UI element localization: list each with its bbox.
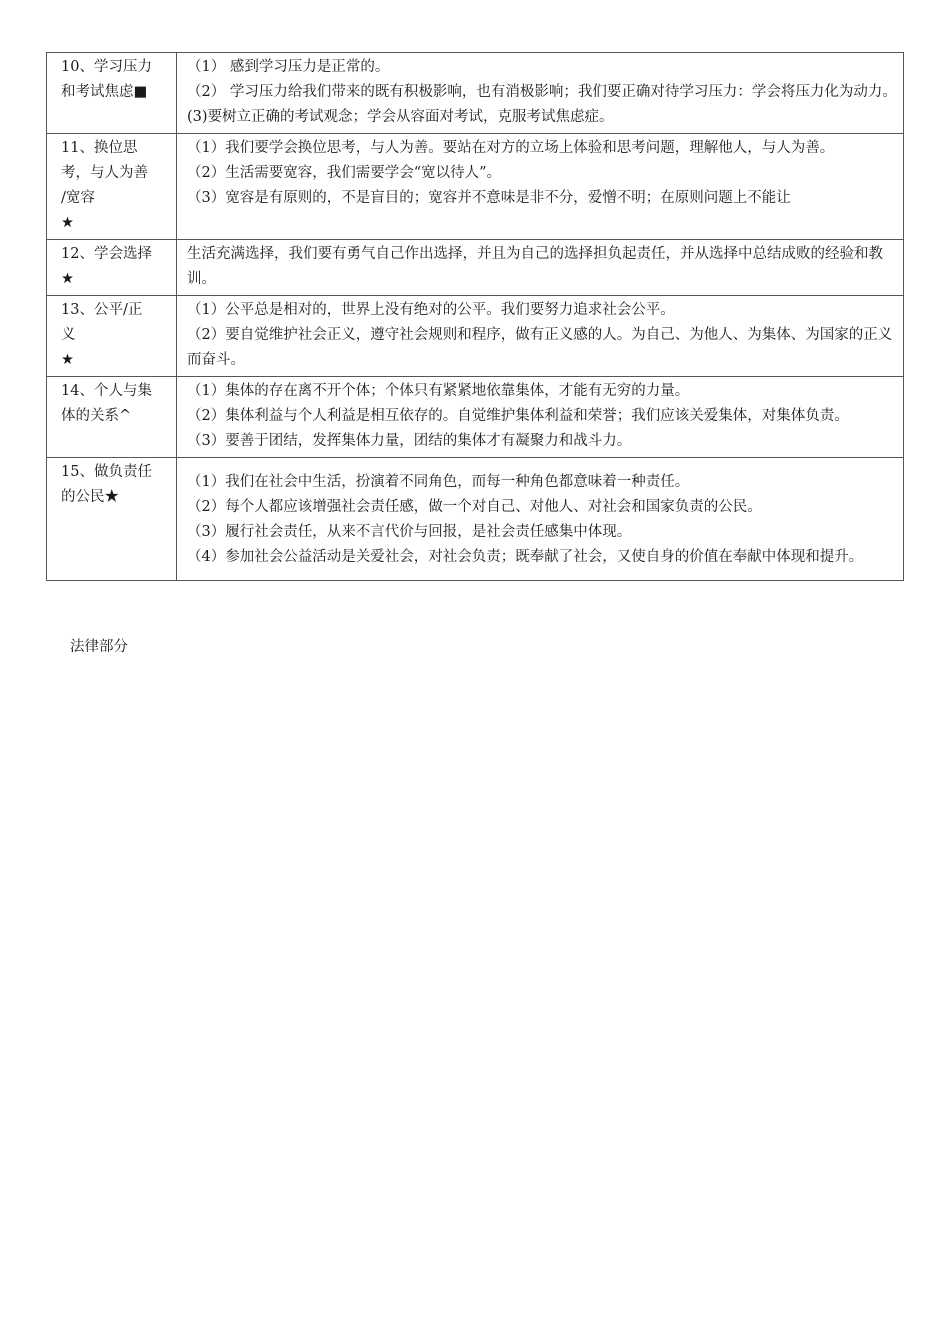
content-cell (177, 53, 904, 134)
content-paragraph: （4）参加社会公益活动是关爱社会，对社会负责；既奉献了社会，又使自身的价值在奉献中体现和提升。 (187, 549, 864, 565)
content-cell (177, 377, 904, 458)
topic-cell (47, 134, 177, 240)
table-row (47, 458, 904, 581)
content-cell (177, 240, 904, 296)
topic-line: 体的关系^ (61, 408, 132, 424)
topic-line: /宽容 (61, 190, 95, 206)
content-paragraph: （1）我们在社会中生活，扮演着不同角色，而每一种角色都意味着一种责任。 (187, 474, 690, 490)
content-paragraph: 生活充满选择，我们要有勇气自己作出选择，并且为自己的选择担负起责任，并从选择中总结成败的经验和教训。 (187, 246, 883, 287)
topic-line: 的公民★ (61, 489, 119, 505)
content-paragraph: （1）集体的存在离不开个体；个体只有紧紧地依靠集体，才能有无穷的力量。 (187, 383, 690, 399)
content-paragraph: （3）要善于团结，发挥集体力量，团结的集体才有凝聚力和战斗力。 (187, 433, 632, 449)
content-cell (177, 458, 904, 581)
topic-line: ★ (61, 215, 74, 231)
topic-line: ★ (61, 271, 74, 287)
content-paragraph: （2）集体利益与个人利益是相互依存的。自觉维护集体利益和荣誉；我们应该关爱集体，对集体负责。 (187, 408, 849, 424)
topic-line: 和考试焦虑■ (61, 84, 148, 100)
content-cell (177, 296, 904, 377)
knowledge-table (46, 52, 904, 581)
table-row (47, 296, 904, 377)
table-row (47, 134, 904, 240)
content-cell (177, 134, 904, 240)
topic-line: 考，与人为善 (61, 165, 148, 181)
topic-cell (47, 240, 177, 296)
content-paragraph: （3）宽容是有原则的，不是盲目的；宽容并不意味是非不分，爱憎不明；在原则问题上不能让 (187, 190, 791, 206)
topic-line: 12、学会选择 (61, 246, 152, 262)
section-heading-law: 法律部分 (70, 639, 128, 655)
topic-cell (47, 296, 177, 377)
topic-line: 10、学习压力 (61, 59, 152, 75)
topic-cell (47, 458, 177, 581)
topic-line: ★ (61, 352, 74, 368)
content-paragraph: （1）公平总是相对的，世界上没有绝对的公平。我们要努力追求社会公平。 (187, 302, 675, 318)
topic-cell (47, 377, 177, 458)
table-row (47, 377, 904, 458)
content-paragraph: （1） 感到学习压力是正常的。 (187, 59, 390, 75)
topic-line: 义 (61, 327, 76, 343)
content-paragraph: （2）要自觉维护社会正义，遵守社会规则和程序，做有正义感的人。为自己、为他人、为集体、为国家的正义而奋斗。 (187, 327, 893, 368)
content-paragraph: （2） 学习压力给我们带来的既有积极影响，也有消极影响；我们要正确对待学习压力：学会将压力化为动力。 (187, 84, 897, 100)
table-row (47, 240, 904, 296)
content-paragraph: （1）我们要学会换位思考，与人为善。要站在对方的立场上体验和思考问题，理解他人，与人为善。 (187, 140, 835, 156)
topic-line: 13、公平/正 (61, 302, 143, 318)
content-paragraph: (3)要树立正确的考试观念；学会从容面对考试，克服考试焦虑症。 (187, 109, 614, 125)
content-paragraph: （2）生活需要宽容，我们需要学会“宽以待人”。 (187, 165, 502, 181)
topic-cell (47, 53, 177, 134)
topic-line: 11、换位思 (61, 140, 138, 156)
topic-line: 14、个人与集 (61, 383, 152, 399)
content-paragraph: （3）履行社会责任，从来不言代价与回报，是社会责任感集中体现。 (187, 524, 632, 540)
topic-line: 15、做负责任 (61, 464, 152, 480)
content-paragraph: （2）每个人都应该增强社会责任感，做一个对自己、对他人、对社会和国家负责的公民。 (187, 499, 762, 515)
table-row (47, 53, 904, 134)
